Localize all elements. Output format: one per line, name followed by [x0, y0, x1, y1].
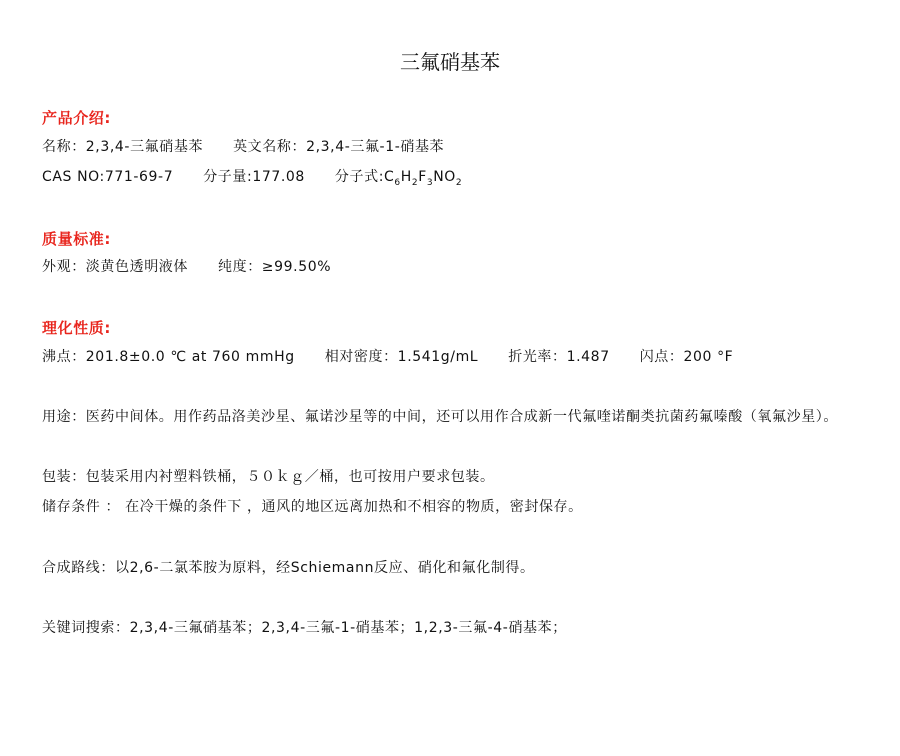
formula-part: C [384, 169, 395, 185]
intro-heading: 产品介绍: [42, 109, 111, 127]
usage-paragraph: 用途：医药中间体。用作药品洛美沙星、氟诺沙星等的中间，还可以用作合成新一代氟喹诺酮类抗菌药氟嗪酸（氧氟沙星）。 [42, 409, 838, 425]
page-title: 三氟硝基苯 [400, 50, 500, 74]
quality-row [42, 257, 331, 277]
synthesis-route: 合成路线：以2,6-二氯苯胺为原料，经Schiemann反应、硝化和氟化制得。 [42, 560, 535, 576]
storage-conditions: 储存条件 ： 在冷干燥的条件下 ，通风的地区远离加热和不相容的物质，密封保存。 [42, 499, 583, 515]
formula-label: 分子式: [334, 169, 385, 185]
intro-names-row [42, 137, 444, 157]
formula-subscript: 2 [455, 178, 463, 188]
keywords: 关键词搜索：2,3,4-三氟硝基苯；2,3,4-三氟-1-硝基苯；1,2,3-三氟-4-硝基苯； [42, 620, 567, 636]
packaging: 包装：包装采用内衬塑料铁桶，５０ｋｇ／桶，也可按用户要求包装。 [42, 469, 495, 485]
purity: 纯度：≥99.50% [218, 259, 332, 275]
formula-subscript: 3 [426, 178, 434, 188]
formula-subscript: 6 [394, 178, 401, 188]
formula-subscript: 2 [411, 178, 419, 188]
appearance: 外观：淡黄色透明液体 [42, 259, 188, 275]
formula-part: F [418, 169, 427, 185]
formula-part: NO [433, 169, 456, 185]
molecular-weight: 分子量:177.08 [203, 169, 305, 185]
chinese-name: 名称：2,3,4-三氟硝基苯 [42, 139, 204, 155]
formula-part: H [400, 169, 412, 185]
quality-heading: 质量标准: [42, 230, 111, 248]
boiling-point: 沸点：201.8±0.0 ℃ at 760 mmHg [42, 349, 295, 365]
english-name: 英文名称：2,3,4-三氟-1-硝基苯 [233, 139, 445, 155]
molecular-formula [334, 169, 463, 188]
relative-density: 相对密度：1.541g/mL [324, 349, 479, 365]
properties-row [42, 347, 733, 367]
intro-ids-row [42, 167, 462, 187]
refractive-index: 折光率：1.487 [508, 349, 610, 365]
flash-point: 闪点：200 °F [639, 349, 734, 365]
properties-heading: 理化性质: [42, 319, 111, 337]
cas-number: CAS NO:771-69-7 [42, 169, 174, 185]
